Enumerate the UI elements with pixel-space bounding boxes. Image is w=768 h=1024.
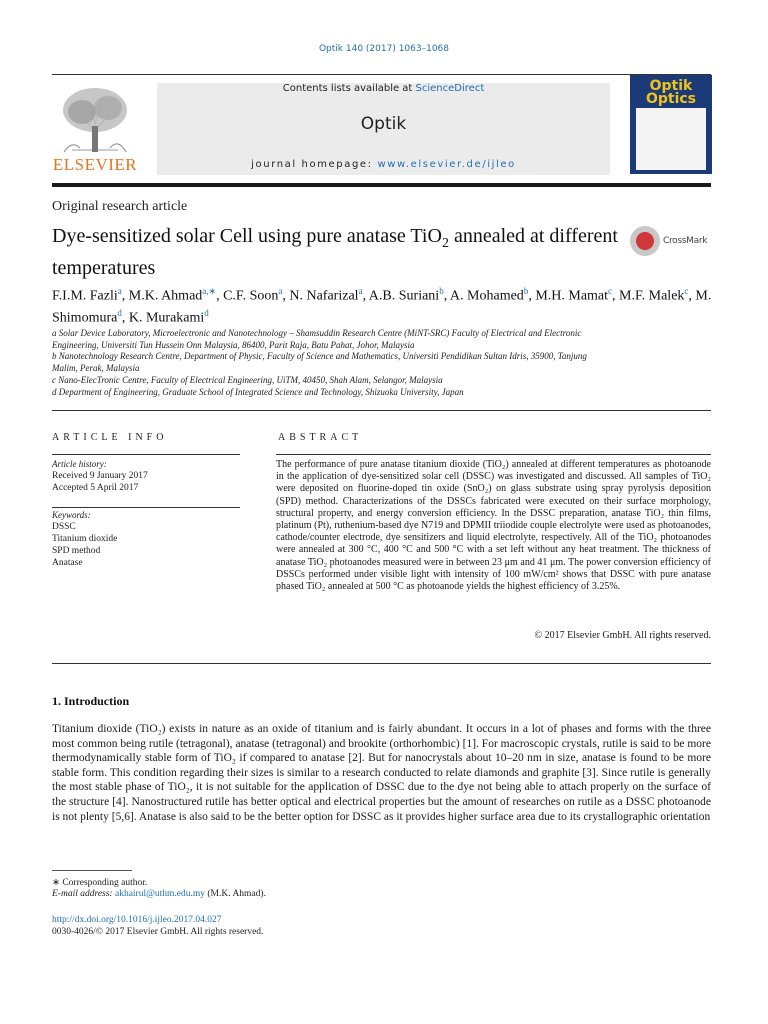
author-name: M.F. Malek <box>619 288 685 304</box>
author-affiliation-marker[interactable]: c <box>684 286 689 296</box>
contents-available-line <box>157 83 610 94</box>
sciencedirect-link[interactable]: ScienceDirect <box>415 83 485 94</box>
author-name: M.K. Ahmad <box>128 288 203 304</box>
author-name: A. Mohamed <box>449 288 524 304</box>
introduction-text: Titanium dioxide (TiO₂) exists in nature as an oxide of titanium and is fairly abundant. It occurs in a lot of phases and forms with the three most common being rutile (tetragonal), anatase (tetragonal) and brookite (orthorhombic) [1]. For macroscopic crystals, rutile is said to be more thermodynamically stable form of TiO₂ if compared to anatase [2]. But for nanocrystals about 10–20 nm in size, anatase is found to be more stable form. This condition regarding their sizes is similar to a research conducted to relate diamonds and graphite [3]. Since rutile is generally the most stable phase of TiO₂, it is not suitable for the application of DSSC due to the dye not being able to attach properly on the surface of the structure [4]. Nanostructured rutile has better optical and electrical properties but the amount of researches on rutile as a DSSC photoanode is not plenty [5,6]. Anatase is also said to be the better option for DSSC as it provides higher surface area due to its crystallographic orientation <box>52 723 711 823</box>
header-thick-rule <box>52 183 711 187</box>
crossmark-label[interactable]: CrossMark <box>663 236 708 246</box>
author-list: F.I.M. Fazli$^a$, M.K. Ahmad$^{a,∗}$, C.F. Soon$^a$, N. Nafarizal$^a$, A.B. Suriani$^b$, A. Mohamed$^b$, M.H. Mamat$^c$, M.F. Malek$^c$, M. Shimomura$^d$, K. Murakami$^d$ <box>52 286 712 326</box>
introduction-heading: 1. Introduction <box>52 694 130 708</box>
author-name: A.B. Suriani <box>368 288 440 304</box>
accepted-date: Accepted 5 April 2017 <box>52 483 139 493</box>
article-info-rule <box>52 454 240 455</box>
received-date: Received 9 January 2017 <box>52 471 148 481</box>
homepage-prefix: journal homepage: <box>251 159 378 170</box>
title-part2: annealed at different temperatures <box>52 225 618 279</box>
header-rule <box>52 74 711 75</box>
journal-homepage-line <box>157 159 610 170</box>
affiliation-c: c Nano-ElecTronic Centre, Faculty of Electrical Engineering, UiTM, 40450, Shah Alam, Selangor, Malaysia <box>52 375 443 385</box>
author-affiliation-marker[interactable]: a <box>278 286 283 296</box>
issn-copyright: 0030-4026/© 2017 Elsevier GmbH. All rights reserved. <box>52 927 264 937</box>
corresponding-author-note: ∗ Corresponding author. <box>52 878 148 888</box>
abstract-text: The performance of pure anatase titanium dioxide (TiO₂) annealed at different temperatures as photoanode in the application of dye-sensitized solar cell (DSSC) was investigated and discussed. All samples of TiO₂ were deposited on fluorine-doped tin oxide (SnO₂) on glass substrate using spray pyrolysis deposition (SPD) method. Characterizations of the DSSCs fabricated were executed on their surface morphology, structural property, and energy conversion efficiency. In the DSSC preparation, anatase TiO₂ thin films, platinum (Pt), ruthenium-based dye N719 and DPMII triiodide couple electrolyte were used as photoanodes, cathode/counter electrode, dye sensitizers and liquid electrolyte, respectively. All of the TiO₂ photoanodes were annealed at 300 °C, 400 °C and 500 °C with a set left without any heat treatment. The thickness of anatase TiO₂ photoanodes measured were in between 23 μm and 41 μm. The power conversion efficiency of DSSCs performed under visible light with intensity of 100 mW/cm² shows that DSSC with pure anatase phased TiO₂ annealed at 500 °C as photoanode yields the highest efficiency of 3.25%. <box>276 459 711 593</box>
section-rule <box>52 410 711 411</box>
abstract-heading: ABSTRACT <box>278 432 363 443</box>
author-affiliation-marker[interactable]: b <box>523 286 529 296</box>
email-note <box>52 889 266 899</box>
doi-link[interactable]: http://dx.doi.org/10.1016/j.ijleo.2017.04.027 <box>52 915 222 925</box>
section-rule <box>52 663 711 664</box>
author-affiliation-marker[interactable]: a,∗ <box>202 286 217 296</box>
affiliation-a: a Solar Device Laboratory, Microelectronic and Nanotechnology – Shamsuddin Research Centre (MiNT-SRC) Faculty of Electrical and Electronic Engineering, Universiti Tun Hussein Onn Malaysia, 86400, Parit Raja, Batu Pahat, Johor, Malaysia <box>52 328 582 350</box>
keyword-item: Titanium dioxide <box>52 534 118 544</box>
title-part1: Dye-sensitized solar Cell using pure anatase TiO <box>52 225 442 247</box>
keywords-label: Keywords: <box>52 510 91 520</box>
author-name: M.H. Mamat <box>535 288 609 304</box>
author-name: K. Murakami <box>128 310 205 326</box>
author-affiliation-marker[interactable]: c <box>608 286 613 296</box>
article-history-label: Article history: <box>52 459 107 469</box>
article-title <box>52 224 622 281</box>
abstract-rule <box>276 454 711 455</box>
journal-reference[interactable]: Optik 140 (2017) 1063–1068 <box>318 44 450 54</box>
publisher-wordmark: ELSEVIER <box>52 155 138 174</box>
author-name: F.I.M. Fazli <box>52 288 118 304</box>
journal-homepage-link[interactable]: www.elsevier.de/ijleo <box>377 159 516 170</box>
footnote-rule <box>52 870 132 871</box>
keyword-item: SPD method <box>52 546 101 556</box>
author-affiliation-marker[interactable]: d <box>204 307 209 318</box>
article-type: Original research article <box>52 199 188 214</box>
author-name: N. Nafarizal <box>289 288 359 304</box>
author-name: M. Shimomura <box>52 288 712 326</box>
affiliation-d: d Department of Engineering, Graduate School of Integrated Science and Technology, Shizuoka University, Japan <box>52 387 464 397</box>
journal-name: Optik <box>360 114 407 134</box>
article-info-heading: ARTICLE INFO <box>52 432 168 443</box>
author-affiliation-marker[interactable]: a <box>117 286 122 296</box>
email-label: E-mail address: <box>52 889 115 899</box>
author-affiliation-marker[interactable]: a <box>358 286 363 296</box>
email-link[interactable]: akhairul@uthm.edu.my <box>114 889 205 899</box>
abstract-copyright: © 2017 Elsevier GmbH. All rights reserved. <box>534 630 711 641</box>
author-affiliation-marker[interactable]: d <box>117 307 122 318</box>
author-name: C.F. Soon <box>223 288 279 304</box>
crossmark-bookmark-icon <box>636 232 654 250</box>
keyword-item: DSSC <box>52 522 76 532</box>
cover-contents-panel <box>636 108 706 170</box>
affiliation-b: b Nanotechnology Research Centre, Department of Physic, Faculty of Science and Mathematics, Universiti Pendidikan Sultan Idris, 35900, Tanjung Malim, Perak, Malaysia <box>52 351 587 373</box>
title-subscript: 2 <box>441 236 449 251</box>
author-affiliation-marker[interactable]: b <box>439 286 444 296</box>
contents-prefix: Contents lists available at <box>282 83 416 94</box>
cover-title: Optik Optics <box>645 78 697 107</box>
keyword-item: Anatase <box>52 558 83 568</box>
keywords-rule <box>52 507 240 508</box>
email-suffix: (M.K. Ahmad). <box>205 889 266 899</box>
